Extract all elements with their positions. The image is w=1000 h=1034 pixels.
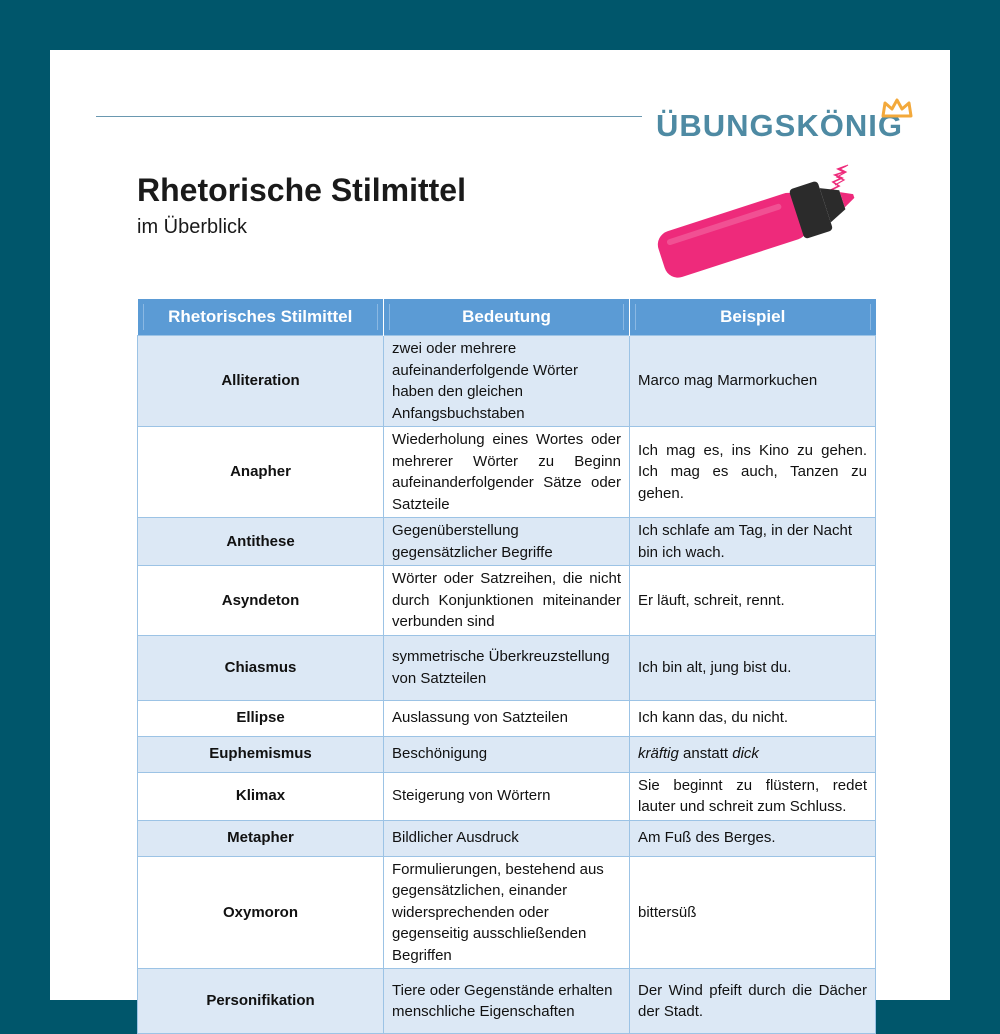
meaning-cell: Tiere oder Gegenstände erhalten menschliche Eigenschaften [384,969,630,1034]
table-row [138,427,876,518]
meaning-cell: symmetrische Überkreuzstellung von Satzteilen [384,635,630,700]
stilmittel-table [137,299,876,1034]
meaning-cell: zwei oder mehrere aufeinanderfolgende Wörter haben den gleichen Anfangsbuchstaben [384,336,630,427]
example-cell: kräftig anstatt dick [630,736,876,772]
table-row [138,736,876,772]
example-italic-word: kräftig [638,745,679,763]
crown-icon [880,97,914,119]
brand-logo: ÜBUNGSKÖNIG [656,108,903,143]
table-row [138,856,876,969]
meaning-cell: Wiederholung eines Wortes oder mehrerer Wörter zu Beginn aufeinanderfolgender Sätze oder Satzteile [384,427,630,518]
table-row [138,700,876,736]
term-cell: Alliteration [138,336,384,427]
worksheet-page [50,50,950,1020]
column-header-beispiel: Beispiel [630,299,876,336]
term-cell: Antithese [138,518,384,566]
term-cell: Metapher [138,820,384,856]
example-cell: bittersüß [630,856,876,969]
column-header-bedeutung: Bedeutung [384,299,630,336]
example-cell: Am Fuß des Berges. [630,820,876,856]
example-italic-word: dick [732,745,759,763]
term-cell: Asyndeton [138,566,384,636]
table-row [138,635,876,700]
meaning-cell: Wörter oder Satzreihen, die nicht durch Konjunktionen miteinander verbunden sind [384,566,630,636]
table-row [138,518,876,566]
highlighter-icon [648,145,888,275]
term-cell: Chiasmus [138,635,384,700]
example-cell: Marco mag Marmorkuchen [630,336,876,427]
term-cell: Anapher [138,427,384,518]
page-subtitle: im Überblick [137,216,248,238]
header-rule [96,116,642,117]
example-cell: Ich mag es, ins Kino zu gehen. Ich mag es auch, Tanzen zu gehen. [630,427,876,518]
table-row [138,336,876,427]
table-header-row [138,299,876,336]
example-cell: Ich bin alt, jung bist du. [630,635,876,700]
term-cell: Klimax [138,772,384,820]
term-cell: Ellipse [138,700,384,736]
table-row [138,772,876,820]
table-row [138,820,876,856]
example-cell: Der Wind pfeift durch die Dächer der Stadt. [630,969,876,1034]
example-cell: Ich kann das, du nicht. [630,700,876,736]
example-cell: Er läuft, schreit, rennt. [630,566,876,636]
meaning-cell: Bildlicher Ausdruck [384,820,630,856]
term-cell: Euphemismus [138,736,384,772]
meaning-cell: Formulierungen, bestehend aus gegensätzlichen, einander widersprechenden oder gegenseitig ausschließenden Begriffen [384,856,630,969]
example-cell: Sie beginnt zu flüstern, redet lauter und schreit zum Schluss. [630,772,876,820]
meaning-cell: Gegenüberstellung gegensätzlicher Begriffe [384,518,630,566]
meaning-cell: Auslassung von Satzteilen [384,700,630,736]
example-cell: Ich schlafe am Tag, in der Nacht bin ich wach. [630,518,876,566]
table-row [138,566,876,636]
term-cell: Oxymoron [138,856,384,969]
column-header-stilmittel: Rhetorisches Stilmittel [138,299,384,336]
table-row [138,969,876,1034]
meaning-cell: Beschönigung [384,736,630,772]
term-cell: Personifikation [138,969,384,1034]
page-title: Rhetorische Stilmittel [137,172,466,208]
meaning-cell: Steigerung von Wörtern [384,772,630,820]
